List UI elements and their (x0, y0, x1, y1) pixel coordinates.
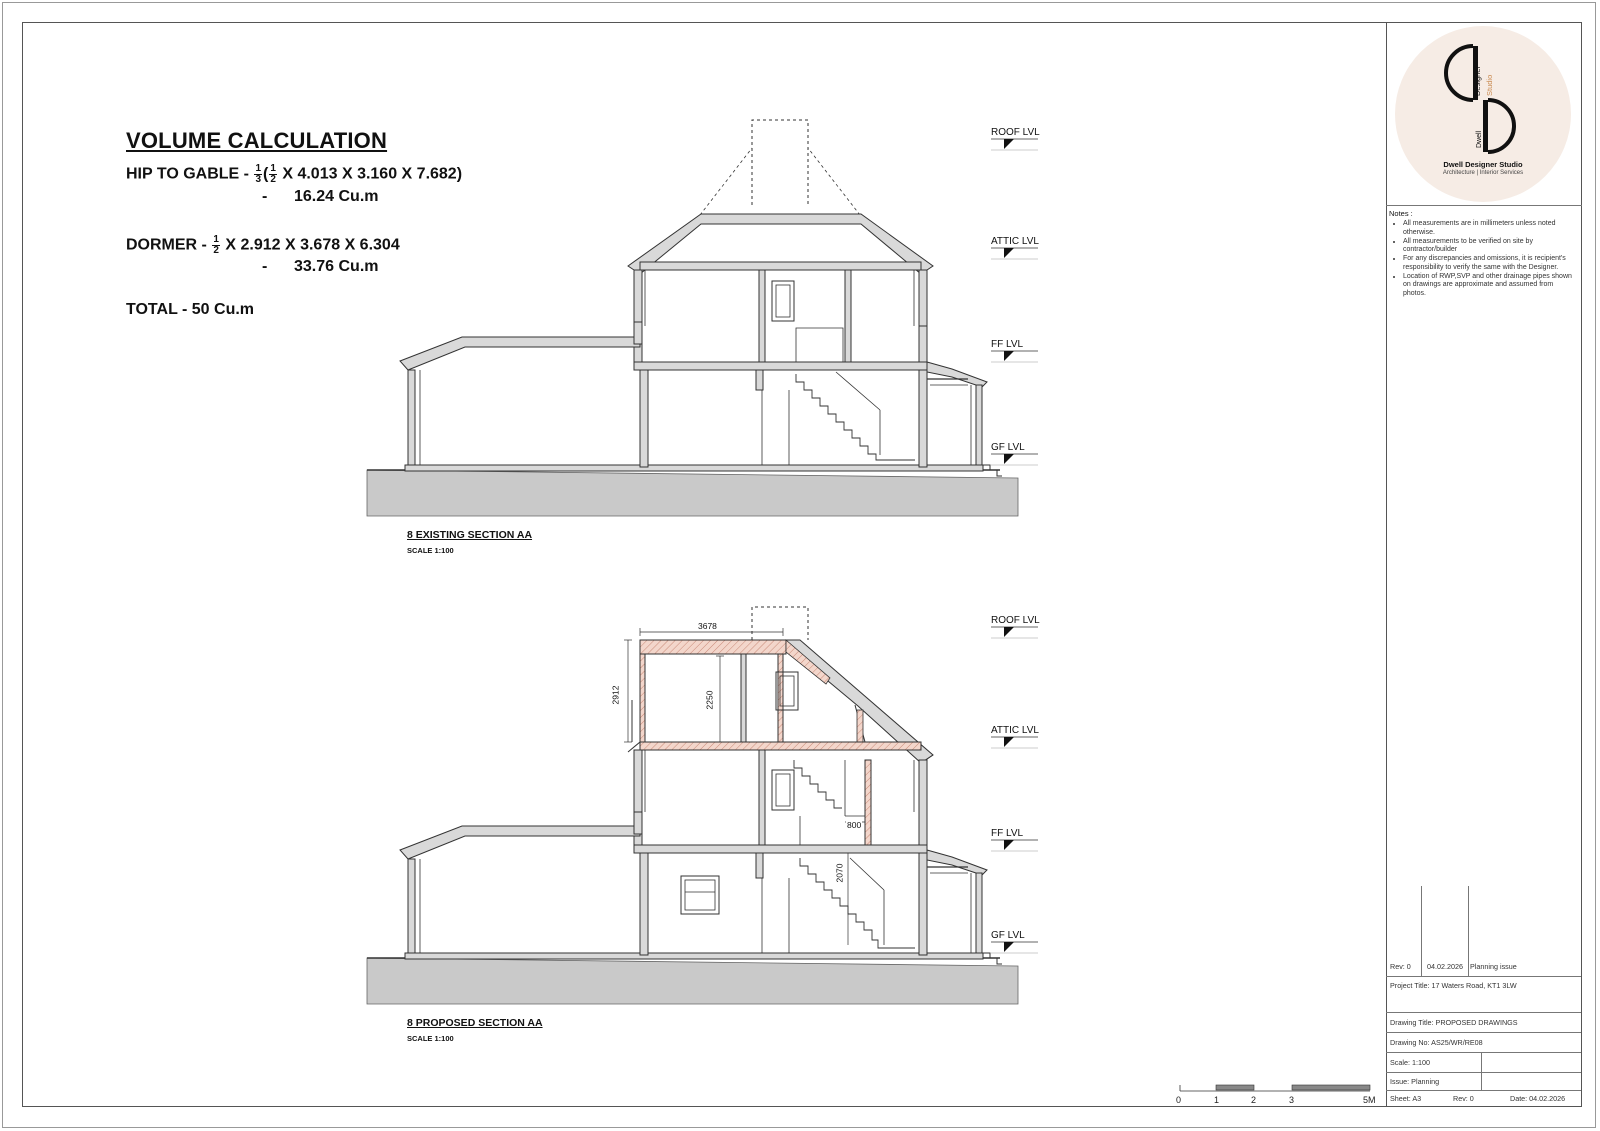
drawing-title: Drawing Title: PROPOSED DRAWINGS (1386, 1012, 1581, 1032)
rev-column-line (1421, 886, 1422, 956)
note-item: • Location of RWP,SVP and other drainage pipes shown on drawings are approximate and assumed from photos. (1403, 273, 1577, 299)
rev-row-divider (1468, 956, 1469, 976)
hip-fraction-1: $\frac{1}{3}$ (255, 163, 261, 185)
hip-fraction-2: $\frac{1}{2}$ (270, 163, 276, 185)
notes-list (1389, 220, 1577, 298)
sheet-revision: Rev: 0 (1453, 1094, 1474, 1103)
logo-name: Dwell Designer Studio (1443, 160, 1523, 169)
proposed-gf-level-label: GF LVL (991, 930, 1025, 941)
hip-result: - 16.24 Cu.m (262, 188, 379, 205)
notes-title: Notes : (1389, 209, 1413, 218)
project-title: Project Title: 17 Waters Road, KT1 3LW (1386, 976, 1581, 1012)
drawing-scale: Scale: 1:100 (1386, 1052, 1581, 1072)
hip-expression: X 4.013 X 3.160 X 7.682) (282, 165, 463, 183)
dormer-label: DORMER - (126, 236, 207, 254)
note-item: • All measurements to be verified on site by contractor/builder (1403, 238, 1577, 255)
drawing-number: Drawing No: AS25/WR/RE08 (1386, 1032, 1581, 1052)
revision-number: Rev: 0 (1390, 962, 1411, 971)
revision-date: 04.02.2026 (1427, 962, 1463, 971)
dimension-stair-headroom: 2070 (834, 863, 845, 883)
scale-label-3: 3 (1289, 1095, 1295, 1105)
rev-column-line (1468, 886, 1469, 956)
proposed-section-scale: SCALE 1:100 (407, 1034, 454, 1043)
existing-section-scale: SCALE 1:100 (407, 546, 454, 555)
logo-text-studio: Studio (1485, 74, 1494, 96)
proposed-ff-level-label: FF LVL (991, 828, 1024, 839)
notes-divider (1386, 205, 1582, 206)
proposed-ground (367, 958, 1018, 1004)
proposed-attic-level-label: ATTIC LVL (991, 725, 1039, 736)
note-item: • All measurements are in millimeters unless noted otherwise. (1403, 220, 1577, 237)
existing-ground (367, 470, 1018, 516)
proposed-level-markers (991, 627, 1038, 953)
proposed-roof-level-label: ROOF LVL (991, 615, 1040, 626)
existing-roof-level-label: ROOF LVL (991, 127, 1040, 138)
existing-ff-level-label: FF LVL (991, 339, 1024, 350)
logo-text-dwell: Dwell (1476, 130, 1483, 148)
scale-issue-divider (1481, 1052, 1482, 1090)
logo-text-designer: Designer (1473, 65, 1482, 96)
existing-gf-level-label: GF LVL (991, 442, 1025, 453)
existing-level-markers (991, 139, 1038, 465)
existing-section-drawing (367, 120, 1018, 516)
hip-open-paren: ( (263, 165, 269, 183)
note-item: • For any discrepancies and omissions, it is recipient's responsibility to verify the same with the Designer. (1403, 255, 1577, 272)
sheet-size: Sheet: A3 (1390, 1094, 1422, 1103)
proposed-section-title: 8 PROPOSED SECTION AA (407, 1017, 543, 1029)
proposed-section-drawing (367, 607, 1018, 1004)
revision-row (1386, 956, 1581, 976)
dormer-result: - 33.76 Cu.m (262, 258, 379, 275)
logo-tagline: Architecture | Interior Services (1442, 170, 1524, 176)
sheet-row (1386, 1090, 1581, 1107)
dimension-width: 3678 (698, 621, 717, 631)
scale-label-2: 2 (1251, 1095, 1257, 1105)
notes (1389, 209, 1577, 299)
revision-description: Planning issue (1470, 962, 1517, 971)
rev-row-divider (1421, 956, 1422, 976)
dimension-dormer-height: 2912 (610, 685, 621, 705)
hip-label: HIP TO GABLE - (126, 165, 249, 183)
dimension-headroom: 2250 (704, 690, 715, 710)
volume-calc-title: VOLUME CALCULATION (126, 128, 388, 153)
scale-bar-graphic (1180, 1085, 1370, 1091)
sheet-date: Date: 04.02.2026 (1510, 1094, 1566, 1103)
existing-section-title: 8 EXISTING SECTION AA (407, 529, 533, 541)
dimension-stair-width: 800 (847, 820, 862, 830)
scale-label-1: 1 (1214, 1095, 1220, 1105)
dormer-expression: X 2.912 X 3.678 X 6.304 (225, 236, 400, 254)
scale-label-5m: 5M (1363, 1095, 1376, 1105)
total-volume: TOTAL - 50 Cu.m (126, 301, 255, 318)
existing-attic-level-label: ATTIC LVL (991, 236, 1039, 247)
dormer-fraction: $\frac{1}{2}$ (213, 234, 219, 256)
scale-label-0: 0 (1176, 1095, 1182, 1105)
drawing-issue: Issue: Planning (1386, 1072, 1581, 1090)
